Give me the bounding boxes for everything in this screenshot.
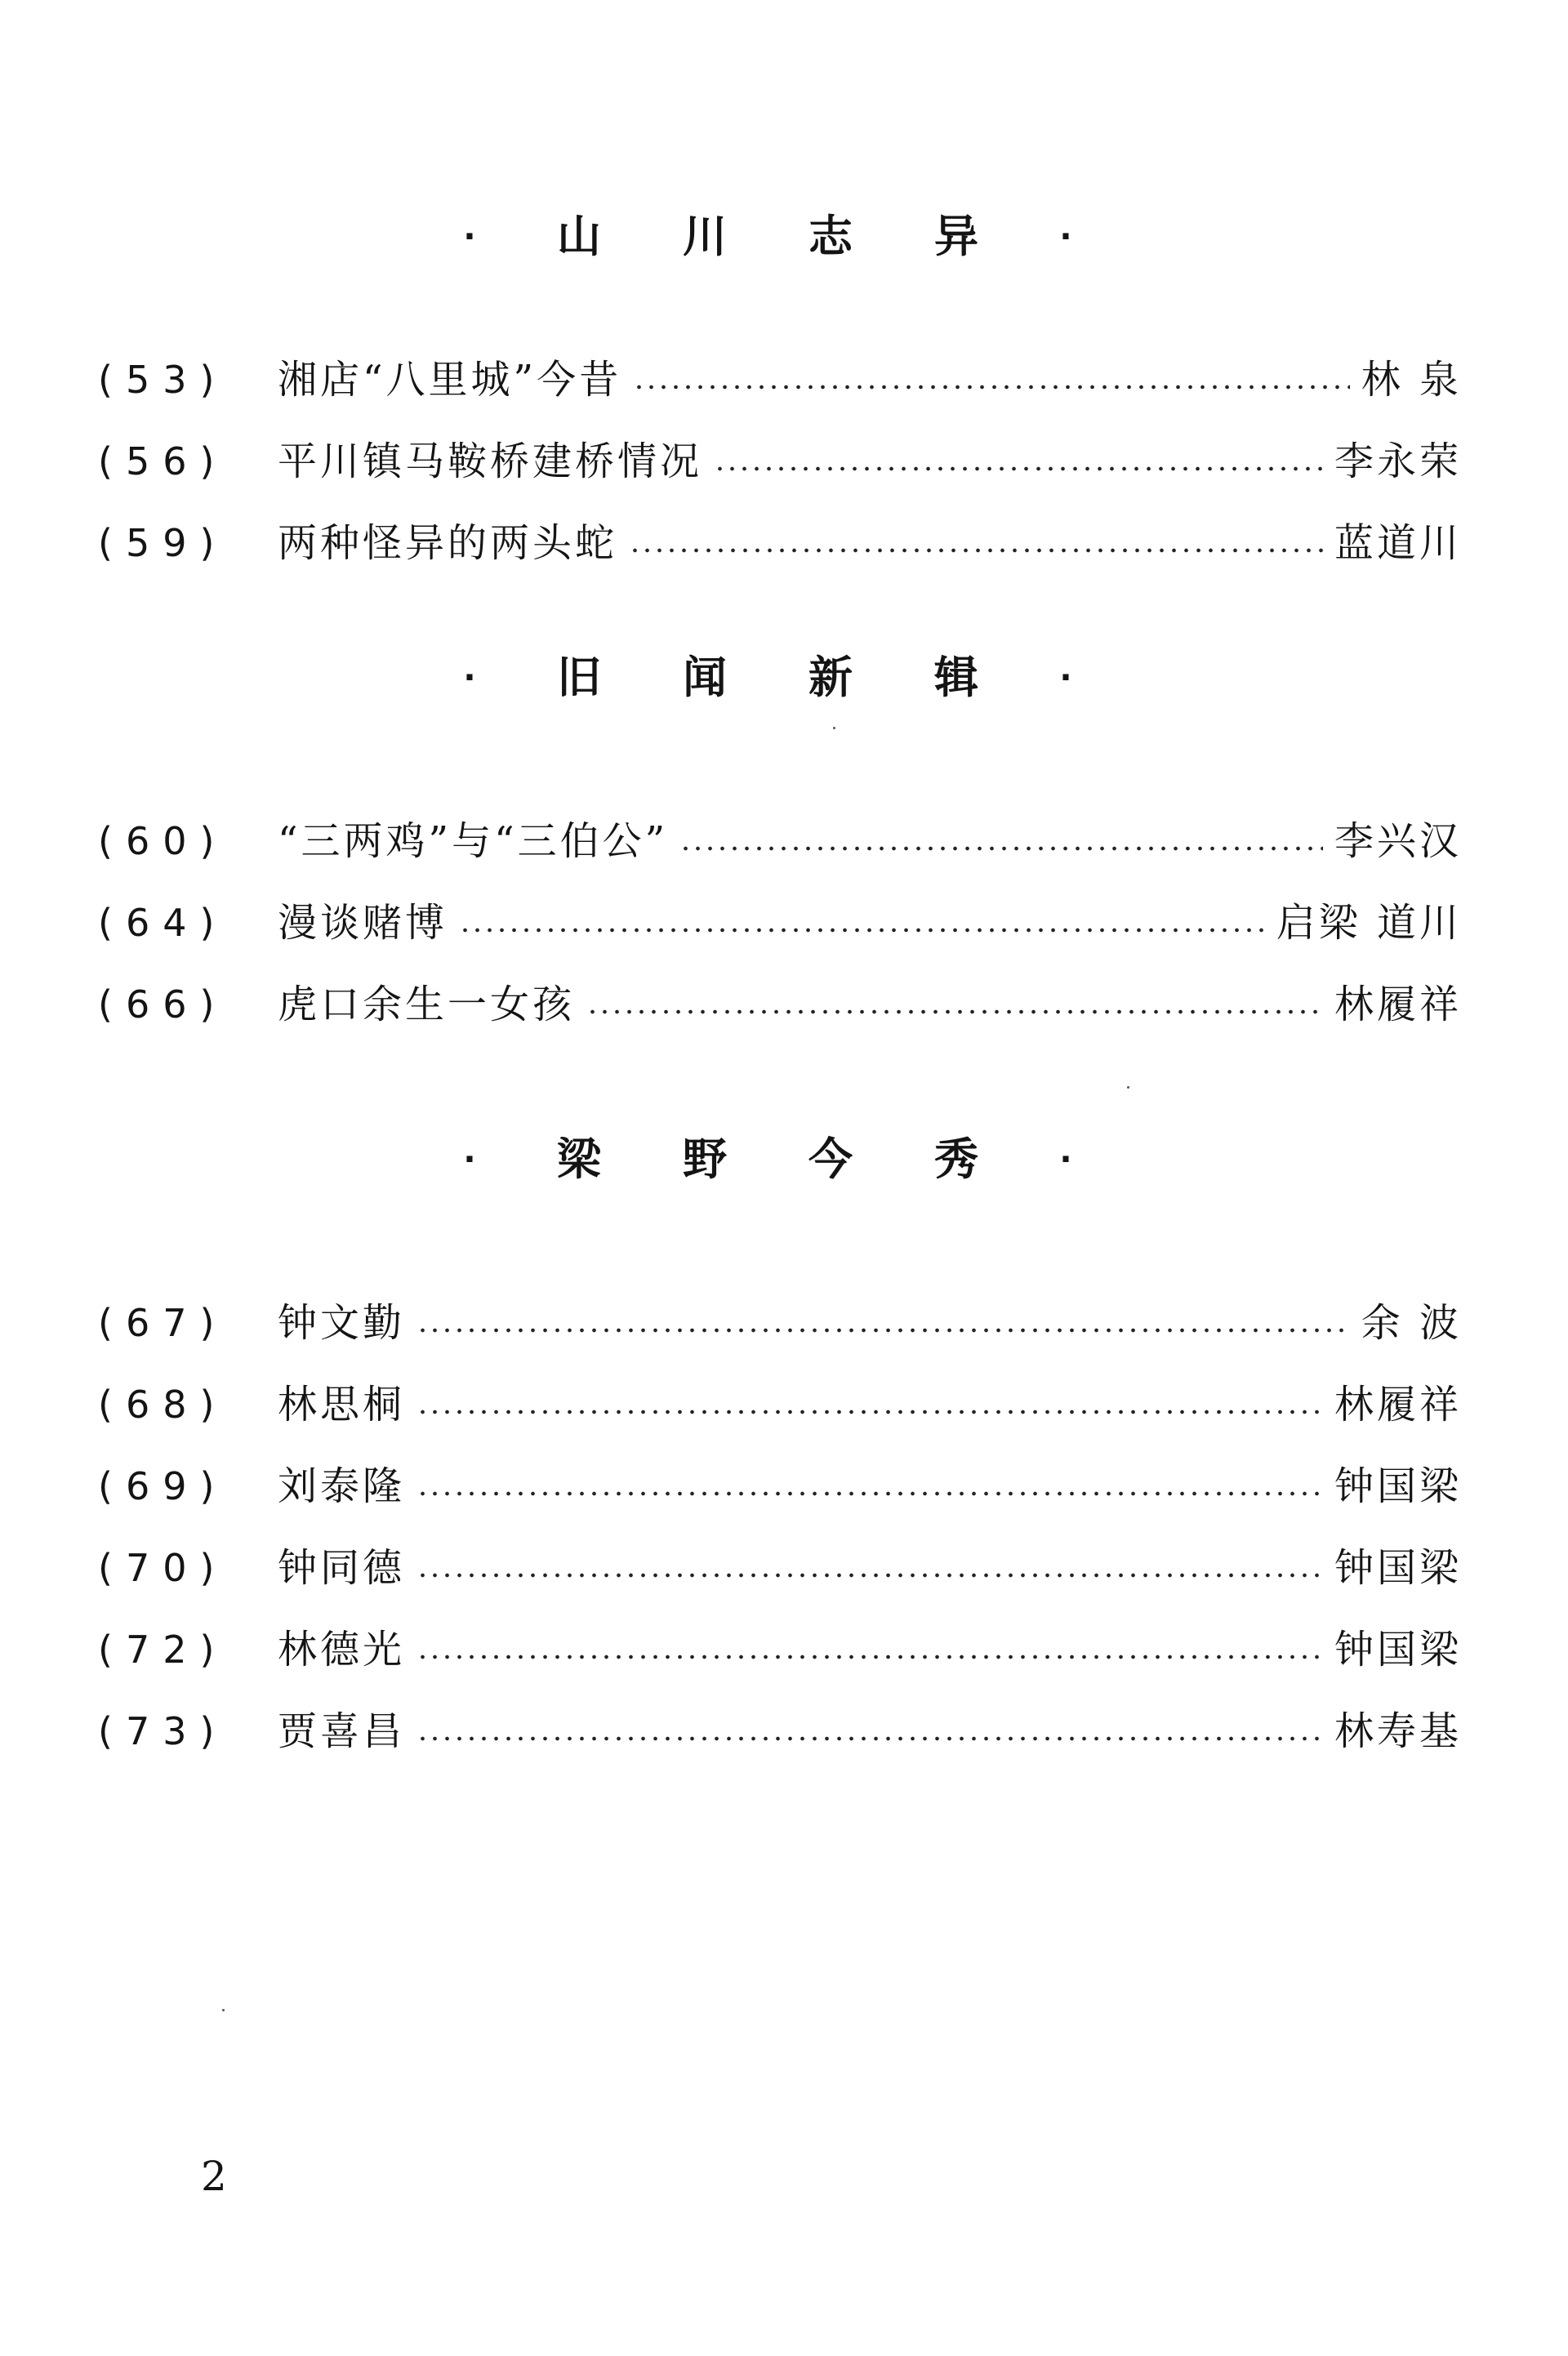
entry-title: 钟文勤	[278, 1300, 406, 1346]
entry-title: 林德光	[278, 1627, 406, 1672]
heading-char: 闻	[683, 652, 727, 703]
entry-author: 李兴汉	[1334, 818, 1462, 864]
entry-page-number: (70)	[98, 1546, 228, 1590]
heading-char: 秀	[934, 1133, 978, 1185]
heading-dot-left: ·	[463, 659, 476, 697]
toc-entry	[98, 1695, 1462, 1768]
heading-char: 新	[808, 652, 853, 703]
entry-page-number: (60)	[98, 819, 228, 863]
dot-leader	[633, 385, 1350, 390]
entry-title: 刘泰隆	[278, 1463, 406, 1509]
heading-char: 川	[683, 211, 727, 262]
entry-title: 平川镇马鞍桥建桥情况	[278, 439, 703, 484]
heading-char: 梁	[557, 1133, 601, 1185]
page-number: 2	[201, 2153, 227, 2200]
entry-title: 湘店“八里城”今昔	[278, 357, 622, 403]
heading-dot-right: ·	[1059, 659, 1072, 697]
entry-author: 钟国梁	[1334, 1627, 1462, 1672]
toc-entry	[98, 506, 1462, 580]
toc-entry	[98, 968, 1462, 1041]
entry-title: 贾喜昌	[278, 1708, 406, 1754]
entry-page-number: (67)	[98, 1301, 228, 1345]
entry-author: 启梁 道川	[1276, 900, 1462, 946]
heading-char: 今	[808, 1133, 853, 1185]
entry-author: 林履祥	[1334, 1382, 1462, 1427]
heading-dot-left: ·	[463, 218, 476, 256]
toc-entry	[98, 886, 1462, 960]
toc-entry	[98, 343, 1462, 416]
entry-author: 余 波	[1361, 1300, 1462, 1346]
heading-char: 野	[683, 1133, 727, 1185]
entry-page-number: (64)	[98, 901, 228, 945]
entry-author: 蓝道川	[1334, 520, 1462, 566]
heading-char: 旧	[557, 652, 601, 703]
section-heading-1	[457, 196, 1078, 278]
entry-author: 钟国梁	[1334, 1463, 1462, 1509]
heading-char: 志	[808, 211, 853, 262]
toc-entry	[98, 1531, 1462, 1605]
dot-leader	[416, 1410, 1323, 1414]
entry-page-number: (69)	[98, 1464, 228, 1508]
dot-leader	[416, 1655, 1323, 1659]
dot-leader	[416, 1736, 1323, 1741]
entry-author: 林履祥	[1334, 982, 1462, 1027]
toc-entry	[98, 1613, 1462, 1686]
dot-leader	[416, 1328, 1350, 1333]
dot-leader	[679, 846, 1323, 851]
toc-entry	[98, 1286, 1462, 1360]
scan-speck	[1127, 1086, 1129, 1089]
entry-author: 李永荣	[1334, 439, 1462, 484]
dot-leader	[459, 928, 1265, 933]
dot-leader	[416, 1491, 1323, 1496]
heading-char: 辑	[934, 652, 978, 703]
entry-page-number: (56)	[98, 439, 228, 483]
section-heading-3	[457, 1119, 1078, 1200]
dot-leader	[586, 1009, 1323, 1014]
entry-title: “三两鸡”与“三伯公”	[278, 818, 669, 864]
dot-leader	[629, 548, 1323, 553]
toc-entry	[98, 1368, 1462, 1441]
entry-author: 林寿基	[1334, 1708, 1462, 1754]
heading-char: 异	[934, 211, 978, 262]
heading-dot-left: ·	[463, 1141, 476, 1178]
toc-entry	[98, 425, 1462, 498]
section-heading-2	[457, 637, 1078, 719]
entry-title: 虎口余生一女孩	[278, 982, 576, 1027]
heading-dot-right: ·	[1059, 1141, 1072, 1178]
scan-speck	[222, 2009, 225, 2011]
entry-page-number: (66)	[98, 982, 228, 1027]
entry-title: 两种怪异的两头蛇	[278, 520, 618, 566]
heading-char: 山	[557, 211, 601, 262]
entry-title: 林思桐	[278, 1382, 406, 1427]
entry-title: 漫谈赌博	[278, 900, 448, 946]
entry-page-number: (53)	[98, 358, 228, 402]
toc-entry	[98, 1450, 1462, 1523]
dot-leader	[714, 466, 1323, 471]
entry-page-number: (68)	[98, 1383, 228, 1427]
entry-page-number: (72)	[98, 1628, 228, 1672]
entry-author: 林 泉	[1361, 357, 1462, 403]
dot-leader	[416, 1573, 1323, 1578]
scan-speck	[833, 727, 835, 729]
heading-dot-right: ·	[1059, 218, 1072, 256]
entry-author: 钟国梁	[1334, 1545, 1462, 1591]
toc-entry	[98, 804, 1462, 878]
entry-page-number: (73)	[98, 1709, 228, 1753]
entry-title: 钟同德	[278, 1545, 406, 1591]
entry-page-number: (59)	[98, 521, 228, 565]
